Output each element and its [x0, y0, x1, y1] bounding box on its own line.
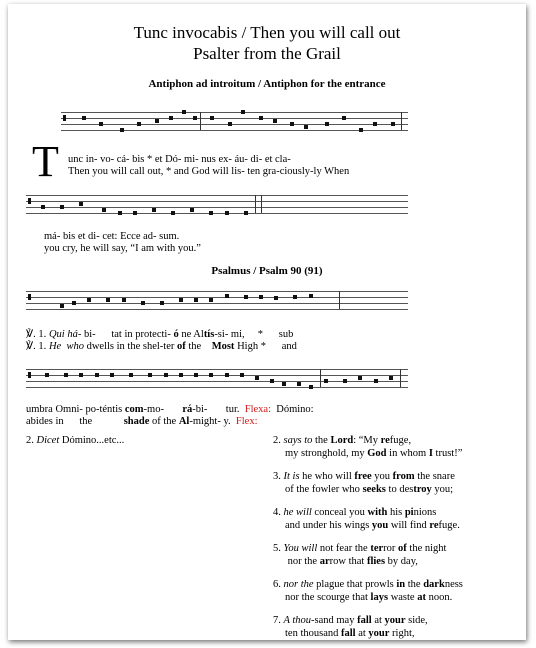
text-run: -might- y. [189, 416, 236, 427]
neume [179, 373, 183, 377]
staff-line [26, 369, 408, 370]
neume [241, 110, 245, 114]
text-run: you [371, 520, 389, 531]
text-run: : “My [353, 435, 381, 446]
text-run: you [371, 471, 393, 482]
neume [64, 373, 68, 377]
bar-line [400, 369, 401, 387]
neume [171, 211, 175, 215]
text-run: ℣. 1. [26, 329, 49, 340]
text-run: the [312, 435, 331, 446]
text-run: row that [329, 556, 367, 567]
staff-line [61, 118, 408, 119]
text-run: Flex: [235, 416, 258, 427]
neume [374, 379, 378, 383]
text-run: of the fowler who [285, 484, 363, 495]
staff-line [26, 309, 408, 310]
neume [72, 301, 76, 305]
staff-line [26, 387, 408, 388]
verse-line-1 [273, 470, 455, 483]
text-run: of the [149, 416, 179, 427]
text-run: side, [405, 615, 428, 626]
staff-line [26, 195, 408, 196]
text-run: ror [383, 543, 399, 554]
text-run: 7. [273, 615, 284, 626]
text-run: says to [283, 435, 313, 446]
text-run: the [405, 579, 424, 590]
text-run: the snare [414, 471, 455, 482]
text-run: Lord [330, 435, 354, 446]
text-run: Dómino...etc... [59, 435, 125, 446]
text-run: Dómino: [271, 404, 314, 415]
chant-staff-2 [26, 195, 408, 215]
text-run: fuge. [438, 520, 460, 531]
verse-line-1 [273, 506, 436, 519]
text-run: shade [123, 416, 150, 427]
text-run: will find [388, 520, 430, 531]
neume [99, 122, 103, 126]
staff-line [61, 112, 408, 113]
text-run: Qui [48, 329, 65, 340]
text-run: my stronghold, my [285, 448, 368, 459]
text-run: who [66, 341, 84, 352]
text-run: A thou- [283, 615, 315, 626]
text-run: your [368, 628, 390, 639]
text-run: re [380, 435, 390, 446]
neume [209, 211, 213, 215]
neume [209, 373, 213, 377]
neume [179, 298, 183, 302]
neume [122, 298, 126, 302]
neume [152, 208, 156, 212]
neume [60, 304, 64, 308]
text-run: dark [423, 579, 445, 590]
text-run: nor the [285, 556, 320, 567]
text-run: 2. [273, 435, 284, 446]
page-title: Tunc invocabis / Then you will call out [133, 23, 401, 42]
verse-line-2 [285, 447, 462, 460]
staff-line [61, 130, 408, 131]
staff-line [26, 375, 408, 376]
neume [209, 298, 213, 302]
chant-staff-4 [26, 369, 408, 389]
neume [141, 301, 145, 305]
text-run: 4. [273, 507, 284, 518]
text-run: with [367, 507, 388, 518]
neume [160, 301, 164, 305]
verse-line-2 [285, 555, 418, 568]
bar-line [401, 112, 402, 130]
text-run: ar [319, 556, 330, 567]
neume [240, 373, 244, 377]
text-run: com [124, 404, 144, 415]
staff-line [61, 124, 408, 125]
drop-cap-initial: T [32, 137, 59, 186]
left-verse-2 [26, 434, 124, 447]
text-run: the [185, 341, 212, 352]
neume [120, 128, 124, 132]
bar-line [200, 112, 201, 130]
text-run: nor the scourge that [285, 592, 371, 603]
neume [164, 373, 168, 377]
text-run: -bi- tur. [192, 404, 245, 415]
neume [259, 116, 263, 120]
text-run: 6. [273, 579, 284, 590]
neume [290, 122, 294, 126]
psalm-verse-2-latin [26, 404, 314, 416]
neume [210, 116, 214, 120]
neume [304, 125, 308, 129]
neume [270, 379, 274, 383]
verse-line-1 [273, 434, 411, 447]
text-run: fall [357, 615, 372, 626]
text-run: waste [388, 592, 418, 603]
neume [225, 294, 229, 298]
text-run: 3. [273, 471, 284, 482]
clef-icon [63, 115, 66, 121]
verse-line-1 [273, 578, 463, 591]
staff-line [26, 207, 408, 208]
text-run: right, [389, 628, 415, 639]
text-run: his [387, 507, 405, 518]
antiphon-latin-line-1: unc in- vo- cá- bis * et Dó- mi- nus ex- áu- di- et cla- [68, 154, 291, 165]
antiphon-english-line-2: you cry, he will say, “I am with you.” [44, 243, 201, 254]
text-run: of [398, 543, 407, 554]
text-run: trust!” [432, 448, 463, 459]
verse-line-1 [273, 614, 428, 627]
psalm-verse-1-english [26, 341, 297, 353]
neume [95, 373, 99, 377]
neume [118, 211, 122, 215]
text-run: pi [404, 507, 414, 518]
antiphon-latin-line-2: má- bis et di- cet: Ecce ad- sum. [44, 231, 180, 242]
verse-line-2 [285, 519, 460, 532]
neume [82, 116, 86, 120]
psalm-heading: Psalmus / Psalm 90 (91) [211, 265, 323, 277]
chant-staff-1 [61, 112, 408, 132]
verse-line-1 [273, 542, 446, 555]
text-run: 2. [26, 435, 37, 446]
neume [273, 119, 277, 123]
text-run: ne Al [178, 329, 204, 340]
neume [373, 122, 377, 126]
neume [309, 385, 313, 389]
text-run: nor the [283, 579, 314, 590]
text-run: -si- mi, * sub [214, 329, 294, 340]
text-run: Flexa: [244, 404, 271, 415]
text-run: há- [67, 329, 82, 340]
text-run: rá [182, 404, 193, 415]
text-run: flies [366, 556, 386, 567]
antiphon-english-line-1: Then you will call out, * and God will lis- ten gra-ciously-ly When [68, 166, 350, 177]
text-run: Al [178, 416, 190, 427]
staff-line [26, 213, 408, 214]
text-run: re [429, 520, 439, 531]
neume [87, 298, 91, 302]
text-run: 5. [273, 543, 284, 554]
bar-line [255, 195, 256, 213]
neume [389, 376, 393, 380]
neume [391, 122, 395, 126]
text-run: he will [283, 507, 312, 518]
neume [137, 122, 141, 126]
neume [274, 296, 278, 300]
text-run: ter [370, 543, 384, 554]
neume [282, 382, 286, 386]
sheet-page [8, 4, 526, 640]
text-run: tís [203, 329, 215, 340]
bar-line [320, 369, 321, 387]
text-run: at [355, 628, 369, 639]
neume [148, 373, 152, 377]
neume [193, 116, 197, 120]
text-run: by day, [385, 556, 418, 567]
text-run: dwells in the shel-ter [83, 341, 177, 352]
text-run: lays [370, 592, 389, 603]
text-run: from [392, 471, 415, 482]
neume [342, 116, 346, 120]
neume [359, 128, 363, 132]
text-run: nions [413, 507, 437, 518]
text-run: plague that prowls [313, 579, 397, 590]
psalm-verse-1-latin [26, 329, 293, 341]
text-run: ness [444, 579, 463, 590]
neume [225, 373, 229, 377]
verse-line-2 [285, 627, 415, 640]
text-run: free [354, 471, 372, 482]
text-run: -mo- [143, 404, 183, 415]
neume [225, 211, 229, 215]
text-run: You will [283, 543, 318, 554]
text-run: in whom [386, 448, 429, 459]
text-run: the night [406, 543, 447, 554]
text-run: at [417, 592, 426, 603]
neume [259, 295, 263, 299]
chant-staff-3 [26, 291, 408, 311]
neume [309, 294, 313, 298]
neume [106, 298, 110, 302]
text-run: of [176, 341, 186, 352]
text-run: sand may [314, 615, 358, 626]
neume [194, 298, 198, 302]
text-run: High * and [234, 341, 297, 352]
text-run: at [371, 615, 385, 626]
neume [79, 373, 83, 377]
neume [190, 208, 194, 212]
neume [41, 205, 45, 209]
staff-line [26, 303, 408, 304]
antiphon-heading: Antiphon ad introitum / Antiphon for the entrance [148, 78, 386, 90]
neume [324, 379, 328, 383]
text-run: in [396, 579, 406, 590]
text-run: not fear the [317, 543, 371, 554]
staff-line [26, 381, 408, 382]
bar-line [339, 291, 340, 309]
neume [182, 110, 186, 114]
text-run: ℣. 1. [26, 341, 49, 352]
neume [244, 211, 248, 215]
text-run: to des [385, 484, 414, 495]
text-run: fuge, [389, 435, 412, 446]
neume [255, 376, 259, 380]
text-run: ten thousand [285, 628, 341, 639]
neume [297, 382, 301, 386]
neume [129, 373, 133, 377]
text-run: noon. [425, 592, 453, 603]
neume [194, 373, 198, 377]
text-run: God [367, 448, 387, 459]
verse-line-2 [285, 483, 453, 496]
psalm-verse-2-english [26, 416, 258, 428]
neume [155, 119, 159, 123]
staff-line [26, 201, 408, 202]
staff-line [26, 297, 408, 298]
neume [343, 379, 347, 383]
text-run: and under his wings [285, 520, 372, 531]
clef-icon [28, 294, 31, 300]
neume [358, 376, 362, 380]
text-run: Dicet [36, 435, 60, 446]
staff-line [26, 291, 408, 292]
neume [60, 205, 64, 209]
text-run: you; [431, 484, 454, 495]
text-run: It is [283, 471, 300, 482]
page-subtitle: Psalter from the Grail [193, 44, 341, 63]
neume [45, 373, 49, 377]
neume [244, 295, 248, 299]
text-run: fall [341, 628, 356, 639]
neume [79, 202, 83, 206]
neume [102, 208, 106, 212]
text-run: ó [173, 329, 179, 340]
neume [110, 373, 114, 377]
clef-icon [28, 198, 31, 204]
neume [133, 211, 137, 215]
bar-line [261, 195, 262, 213]
text-run: umbra Omni- po-téntis [26, 404, 125, 415]
text-run: seeks [362, 484, 386, 495]
text-run: abides in the [26, 416, 124, 427]
neume [228, 122, 232, 126]
text-run: your [384, 615, 406, 626]
text-run: he who will [299, 471, 355, 482]
text-run: troy [413, 484, 432, 495]
text-run: Most [211, 341, 235, 352]
text-run: conceal you [311, 507, 368, 518]
neume [169, 116, 173, 120]
neume [293, 295, 297, 299]
text-run: I [428, 448, 433, 459]
clef-icon [28, 372, 31, 378]
text-run: He [48, 341, 62, 352]
text-run: bi- tat in protecti- [81, 329, 174, 340]
verse-line-2 [285, 591, 452, 604]
neume [325, 122, 329, 126]
